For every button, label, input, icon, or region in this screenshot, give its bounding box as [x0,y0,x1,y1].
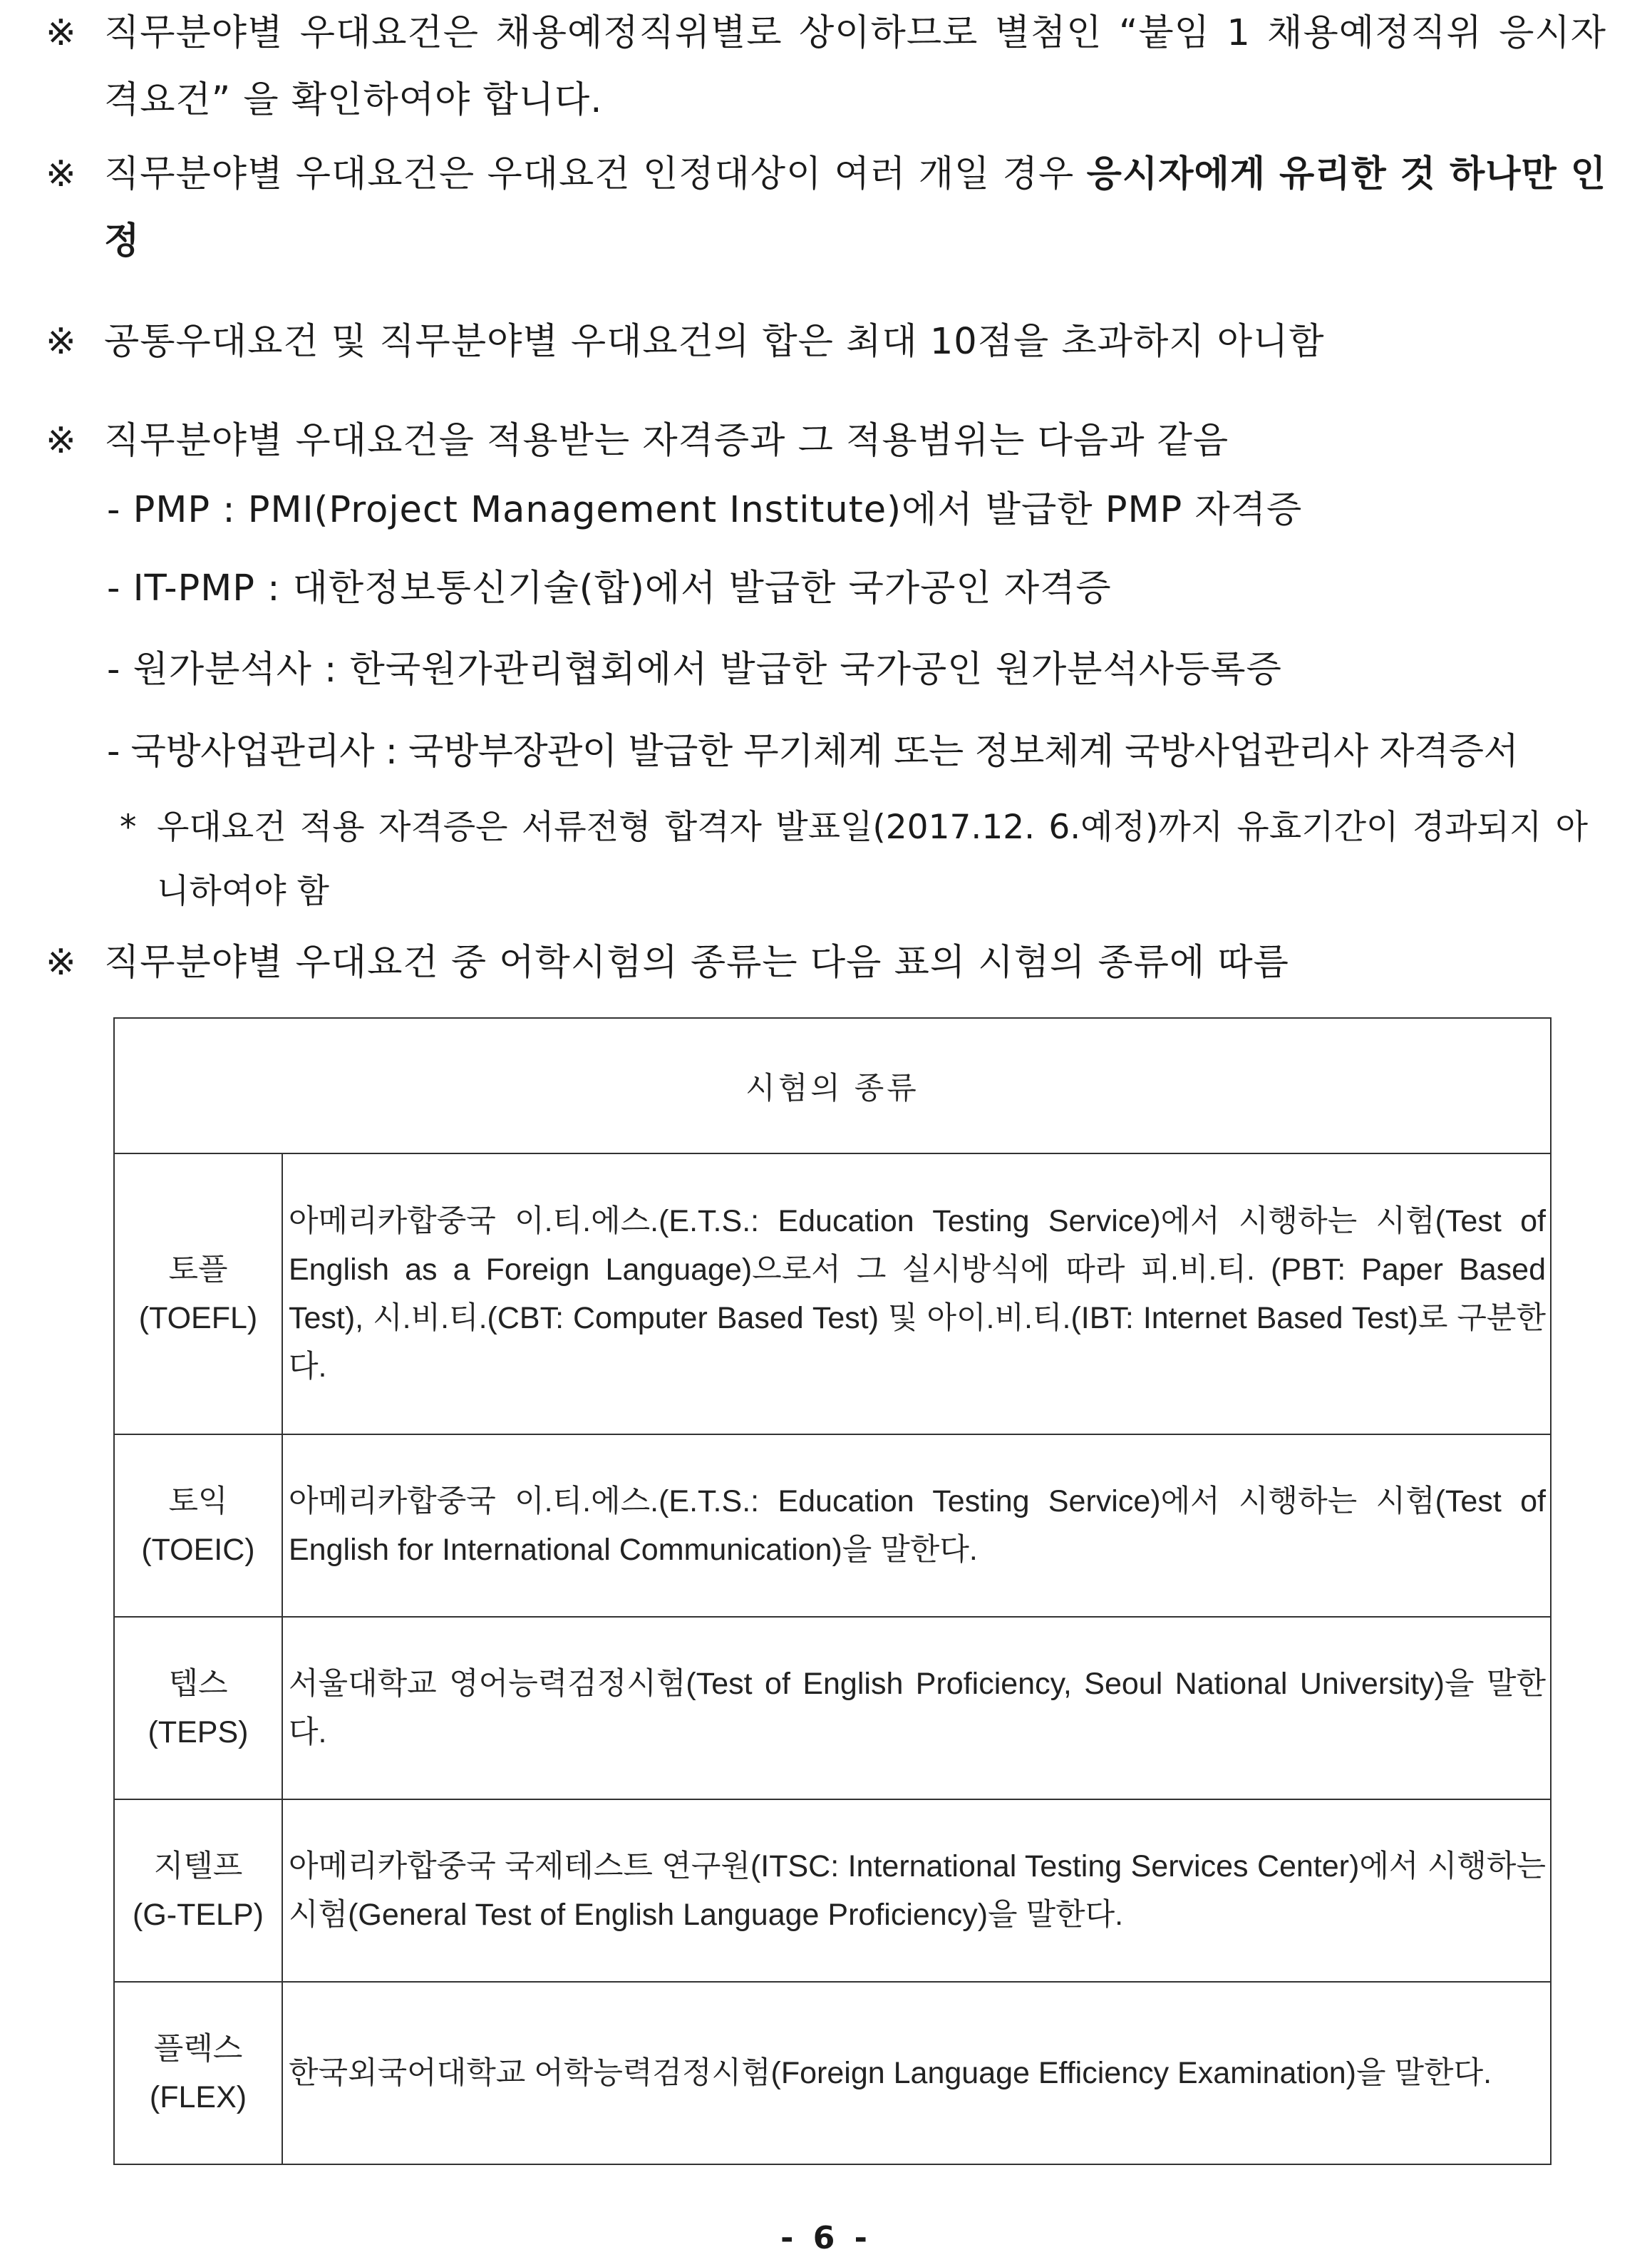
reference-mark: ※ [46,942,77,984]
exam-description: 한국외국어대학교 어학능력검정시험(Foreign Language Efficiency Examination)을 말한다. [282,1982,1551,2164]
note-text [46,141,1606,275]
table-row [114,1982,1551,2164]
exam-name-ko: 토플 [168,1253,228,1287]
note-text: 직무분야별 우대요건 중 어학시험의 종류는 다음 표의 시험의 종류에 따름 [104,942,1289,984]
table-row [114,1617,1551,1799]
certificate-item-pmp: - PMP : PMI(Project Management Institute)에서 발급한 PMP 자격증 [107,489,1303,531]
exam-name-en: (TEPS) [148,1715,249,1749]
reference-mark: ※ [46,321,77,363]
certificate-item-it-pmp: - IT-PMP : 대한정보통신기술(합)에서 발급한 국가공인 자격증 [107,567,1112,610]
certificate-item-defense-manager: - 국방사업관리사 : 국방부장관이 발급한 무기체계 또는 정보체계 국방사업관리사 자격증서 [107,731,1519,773]
note-text-plain: 직무분야별 우대요건은 우대요건 인정대상이 여러 개일 경우 [104,153,1087,195]
exam-name-en: (TOEIC) [141,1533,255,1567]
note-text: 직무분야별 우대요건은 채용예정직위별로 상이하므로 별첨인 “붙임 1 채용예정직위 응시자격요건” 을 확인하여야 합니다. [104,12,1606,121]
note-max-score [46,309,1606,376]
exam-name-cell [114,1617,282,1799]
exam-name-en: (G-TELP) [133,1898,264,1932]
table-row [114,1153,1551,1434]
table-row [114,1434,1551,1617]
asterisk-mark: * [120,808,137,847]
note-text: 공통우대요건 및 직무분야별 우대요건의 합은 최대 10점을 초과하지 아니함 [104,321,1325,363]
exam-name-cell [114,1153,282,1434]
exam-name-ko: 플렉스 [153,2032,243,2066]
certificate-validity-note [120,796,1588,924]
exam-description: 서울대학교 영어능력검정시험(Test of English Proficiency, Seoul National University)을 말한다. [282,1617,1551,1799]
exam-name-ko: 텝스 [168,1667,228,1701]
exam-name-ko: 지텔프 [153,1849,243,1883]
exam-name-en: (TOEFL) [138,1301,258,1335]
exam-description: 아메리카합중국 이.티.에스.(E.T.S.: Education Testing Service)에서 시행하는 시험(Test of English as a Foreign Language)으로서 그 실시방식에 따라 피.비.티. (PBT: Paper Based Test), 시.비.티.(CBT: Computer Based Test) 및 아이.비.티.(IBT: Internet Based Test)로 구분한다. [282,1153,1551,1434]
exam-name-cell [114,1434,282,1617]
table-row [114,1799,1551,1982]
note-language-tests [46,930,1606,997]
reference-mark: ※ [46,12,77,54]
reference-mark: ※ [46,153,77,195]
language-test-table [113,1017,1552,2165]
note-multiple-qualifications [46,141,1606,275]
exam-name-en: (FLEX) [149,2080,247,2114]
note-certificates [46,408,1606,475]
table-header-row [114,1018,1551,1153]
exam-name-cell [114,1982,282,2164]
note-applicant-requirements [46,0,1606,134]
note-text: 직무분야별 우대요건을 적용받는 자격증과 그 적용범위는 다음과 같음 [104,420,1229,462]
table-header: 시험의 종류 [114,1018,1551,1153]
exam-description: 아메리카합중국 이.티.에스.(E.T.S.: Education Testing Service)에서 시행하는 시험(Test of English for International Communication)을 말한다. [282,1434,1551,1617]
exam-name-cell [114,1799,282,1982]
exam-name-ko: 토익 [168,1484,228,1518]
reference-mark: ※ [46,420,77,462]
note-text-emphasis: 응시자에게 유리한 것 하나만 인정 [104,153,1607,262]
exam-description: 아메리카합중국 국제테스트 연구원(ITSC: International Testing Services Center)에서 시행하는 시험(General Test of English Language Proficiency)을 말한다. [282,1799,1551,1982]
certificate-item-cost-analyst: - 원가분석사 : 한국원가관리협회에서 발급한 국가공인 원가분석사등록증 [107,649,1282,691]
page-number: - 6 - [780,2220,872,2256]
validity-note-text: 우대요건 적용 자격증은 서류전형 합격자 발표일(2017.12. 6.예정)까지 유효기간이 경과되지 아니하여야 함 [157,808,1588,911]
